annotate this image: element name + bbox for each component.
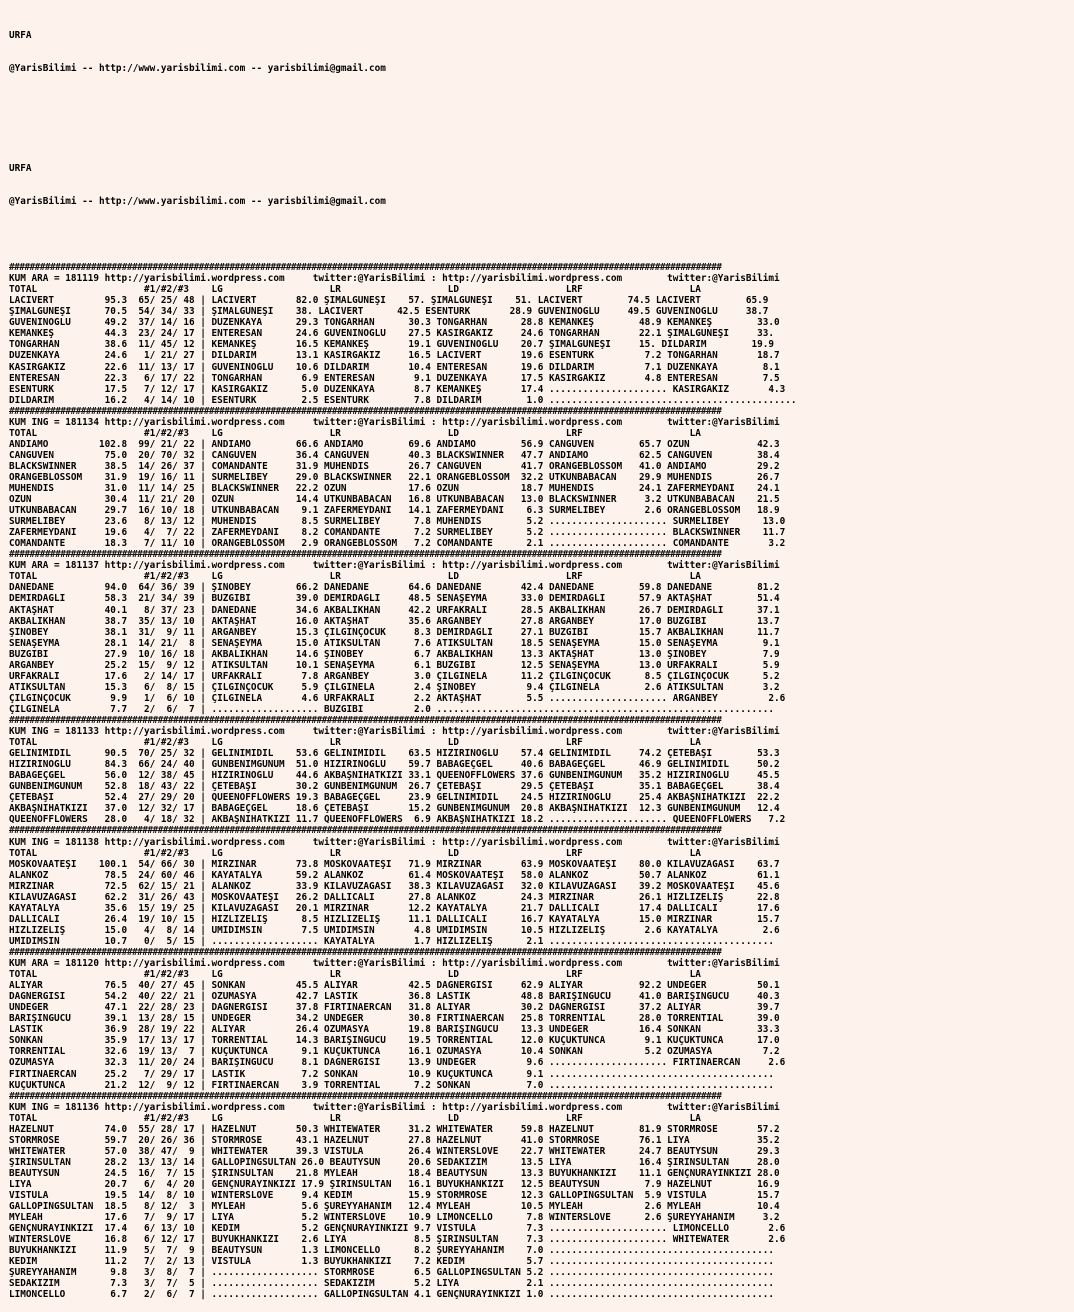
- column-header-line: TOTAL #1/#2/#3 LG LR LD LRF LA: [9, 284, 701, 296]
- race-block: [9, 1102, 1069, 1301]
- horse-row: FIRTINAERCAN 25.2 7/ 29/ 17 | LASTİK 7.2 SONKAN 10.9 KÜÇÜKTUNCA 9.1 ........................................: [9, 1068, 775, 1080]
- column-header-line: TOTAL #1/#2/#3 LG LR LD LRF LA: [9, 427, 701, 439]
- horse-row: ALİYAR 76.5 40/ 27/ 45 | SONKAN 45.5 ALİYAR 42.5 DAĞNERGİSİ 62.9 ALİYAR 92.2 ÜNDEĞER 50.1: [9, 980, 780, 992]
- horse-row: DALLICALI 26.4 19/ 10/ 15 | HIZLIZELİŞ 8.5 HIZLIZELİŞ 11.1 DALLICALI 16.7 KAYATALYA 15.0 MİRZINAR 15.7: [9, 913, 780, 925]
- race-block: [9, 726, 1069, 825]
- horse-row: WHITEWATER 57.0 38/ 47/ 9 | WHITEWATER 39.3 VİSTULA 26.4 WINTERSLOVE 22.7 WHITEWATER 24.7 BEAUTYSUN 29.3: [9, 1145, 780, 1157]
- horse-row: STORMROSE 59.7 20/ 26/ 36 | STORMROSE 43.1 HAZELNUT 27.8 HAZELNUT 41.0 STORMROSE 76.1 LİYA 35.2: [9, 1134, 780, 1146]
- horse-row: ŞİRİNSULTAN 28.2 13/ 13/ 14 | GALLOPINGSULTAN 26.0 BEAUTYSUN 20.6 SEDAKIZIM 13.5 LİYA 16.4 ŞİRİNSULTAN 28.0: [9, 1156, 780, 1168]
- horse-row: QUEENOFFLOWERS 28.0 4/ 18/ 32 | AKBAŞNİHATKIZI 11.7 QUEENOFFLOWERS 6.9 AKBAŞNİHATKIZI 18.2 ..................... QUEENOFFLOWERS 7.2: [9, 814, 786, 826]
- blank-line: [9, 96, 1069, 107]
- horse-row: BABAGEÇGEL 56.0 12/ 38/ 45 | HIZIRINOĞLU 44.6 AKBAŞNİHATKIZI 33.1 QUEENOFFLOWERS 37.6 GÜNBENİMGÜNÜM 35.2 HIZIRINOĞLU 45.5: [9, 770, 780, 782]
- race-block: [9, 417, 1069, 550]
- horse-row: ALANKOZ 78.5 24/ 60/ 46 | KAYATALYA 59.2 ALANKOZ 61.4 MOSKOVAATEŞİ 58.0 ALANKOZ 50.7 ALANKOZ 61.1: [9, 869, 780, 881]
- horse-row: ZAFERMEYDANI 19.6 4/ 7/ 22 | ZAFERMEYDANI 8.2 COMANDANTE 7.2 SURMELİBEY 5.2 ..................... BLACKSWINNER 11.7: [9, 527, 786, 539]
- horse-row: KEDİM 11.2 7/ 2/ 13 | VİSTULA 1.3 BÜYÜKHANKIZI 7.2 KEDİM 5.7 ........................................: [9, 1256, 775, 1268]
- horse-row: BUZGİBİ 27.9 10/ 16/ 18 | AKBALIKHAN 14.6 ŞİNOBEY 6.7 AKBALIKHAN 13.3 AKTAŞHAT 13.0 ŞİNOBEY 7.9: [9, 648, 780, 660]
- horse-row: HIZIRINOĞLU 84.3 66/ 24/ 40 | GÜNBENİMGÜNÜM 51.0 HIZIRINOĞLU 59.7 BABAGEÇGEL 40.6 BABAGEÇGEL 46.9 GELİNİMİDİL 50.2: [9, 759, 780, 771]
- horse-row: ESENTÜRK 17.5 7/ 12/ 17 | KASIRGAKIZ 5.0 DÜZENKAYA 8.7 KEMANKEŞ 17.4 ..................... KASIRGAKIZ 4.3: [9, 383, 786, 395]
- race-header-line: KUM İNG = 181133 http://yarisbilimi.wordpress.com twitter:@YarisBilimi : http://yarisbilimi.wordpress.com twitter:@YarisBilimi: [9, 726, 780, 738]
- horse-row: KÜÇÜKTUNCA 21.2 12/ 9/ 12 | FIRTINAERCAN 3.9 TORRENTİAL 7.2 SONKAN 7.0 ........................................: [9, 1079, 775, 1091]
- horse-row: BARIŞINGÜCÜ 39.1 13/ 28/ 15 | ÜNDEĞER 34.2 ÜNDEĞER 30.8 FIRTINAERCAN 25.8 TORRENTİAL 28.0 TORRENTİAL 39.0: [9, 1013, 780, 1025]
- race-block: [9, 560, 1069, 715]
- horse-row: ÜMİDİMSİN 10.7 0/ 5/ 15 | ................... KAYATALYA 1.7 HIZLIZELİŞ 2.1 ........................................: [9, 935, 775, 947]
- horse-row: DÜZENKAYA 24.6 1/ 21/ 27 | DİLDARIM 13.1 KASIRGAKIZ 16.5 LACİVERT 19.6 ESENTÜRK 7.2 TONGARHAN 18.7: [9, 350, 780, 362]
- horse-row: ATİKSULTAN 15.3 6/ 8/ 15 | ÇILGINÇOCUK 5.9 ÇILGINELA 2.4 ŞİNOBEY 9.4 ÇILGINELA 2.6 ATİKSULTAN 3.2: [9, 681, 780, 693]
- horse-row: ÇILGINÇOCUK 9.9 1/ 6/ 10 | ÇILGINELA 4.6 URFAKRALI 2.2 AKTAŞHAT 5.5 ..................... ARGANBEY 2.6: [9, 692, 786, 704]
- hash-separator: ###########################################################################################################################################: [9, 715, 722, 726]
- race-header-line: KUM İNG = 181138 http://yarisbilimi.wordpress.com twitter:@YarisBilimi : http://yarisbilimi.wordpress.com twitter:@YarisBilimi: [9, 836, 780, 848]
- horse-row: GENÇNURAYINKIZI 17.4 6/ 13/ 10 | KEDİM 5.2 GENÇNURAYINKIZI 9.7 VİSTULA 7.3 ..................... LİMONCELLO 2.6: [9, 1223, 786, 1235]
- race-stats-document: [9, 8, 1069, 1312]
- hash-separator: ###########################################################################################################################################: [9, 405, 722, 417]
- horse-row: GELİNİMİDİL 90.5 70/ 25/ 32 | GELİNİMİDİL 53.6 GELİNİMİDİL 63.5 HIZIRINOĞLU 57.4 GELİNİMİDİL 74.2 ÇETEBAŞI 53.3: [9, 748, 780, 760]
- horse-row: LİMONCELLO 6.7 2/ 6/ 7 | ................... GALLOPINGSULTAN 4.1 GENÇNURAYINKIZI 1.0 ........................................: [9, 1289, 775, 1301]
- horse-row: AKBALIKHAN 38.7 35/ 13/ 10 | AKTAŞHAT 16.0 AKTAŞHAT 35.6 ARGANBEY 27.8 ARGANBEY 17.0 BUZGİBİ 13.7: [9, 615, 780, 627]
- blank-line: [9, 130, 1069, 141]
- horse-row: HIZLIZELİŞ 15.0 4/ 8/ 14 | ÜMİDİMSİN 7.5 ÜMİDİMSİN 4.8 ÜMİDİMSİN 10.5 HIZLIZELİŞ 2.6 KAYATALYA 2.6: [9, 924, 780, 936]
- column-header-line: TOTAL #1/#2/#3 LG LR LD LRF LA: [9, 969, 701, 981]
- horse-row: KILAVUZAĞASI 62.2 31/ 26/ 43 | MOSKOVAATEŞİ 26.2 DALLICALI 27.8 ALANKOZ 24.3 MİRZINAR 26.1 HIZLIZELİŞ 22.8: [9, 891, 780, 903]
- column-header-line: TOTAL #1/#2/#3 LG LR LD LRF LA: [9, 1112, 701, 1124]
- hash-separator: ###########################################################################################################################################: [9, 1090, 722, 1102]
- horse-row: DEMİRDAĞLI 58.3 21/ 34/ 39 | BUZGİBİ 39.0 DEMİRDAĞLI 48.5 SENAŞEYMA 33.0 DEMİRDAĞLI 57.9 AKTAŞHAT 51.4: [9, 593, 780, 605]
- horse-row: AKTAŞHAT 40.1 8/ 37/ 23 | DANEDANE 34.6 AKBALIKHAN 42.2 URFAKRALI 28.5 AKBALIKHAN 26.7 DEMİRDAĞLI 37.1: [9, 604, 780, 616]
- race-block: [9, 837, 1069, 947]
- horse-row: LİYA 20.7 6/ 4/ 20 | GENÇNURAYINKIZI 17.9 ŞİRİNSULTAN 16.1 BÜYÜKHANKIZI 12.5 BEAUTYSUN 7.9 HAZELNUT 16.9: [9, 1178, 780, 1190]
- horse-row: BEAUTYSUN 24.5 16/ 7/ 15 | ŞİRİNSULTAN 21.8 MYLEAH 18.4 BEAUTYSUN 13.3 BÜYÜKHANKIZI 11.1 GENÇNURAYINKIZI 28.0: [9, 1167, 780, 1179]
- horse-row: GÜNBENİMGÜNÜM 52.8 18/ 43/ 22 | ÇETEBAŞI 30.2 GÜNBENİMGÜNÜM 26.7 ÇETEBAŞI 29.5 ÇETEBAŞI 35.1 BABAGEÇGEL 38.4: [9, 781, 780, 793]
- column-header-line: TOTAL #1/#2/#3 LG LR LD LRF LA: [9, 737, 701, 749]
- column-header-line: TOTAL #1/#2/#3 LG LR LD LRF LA: [9, 847, 701, 859]
- horse-row: AKBAŞNİHATKIZI 37.0 12/ 32/ 17 | BABAGEÇGEL 18.6 ÇETEBAŞI 15.2 GÜNBENİMGÜNÜM 20.8 AKBAŞNİHATKIZI 12.3 GÜNBENİMGÜNÜM 12.4: [9, 803, 780, 815]
- horse-row: ÖZÜN 30.4 11/ 21/ 20 | ÖZÜN 14.4 UTKUNBABACAN 16.8 UTKUNBABACAN 13.0 BLACKSWINNER 3.2 UTKUNBABACAN 21.5: [9, 494, 780, 506]
- horse-row: VİSTULA 19.5 14/ 8/ 10 | WINTERSLOVE 9.4 KEDİM 15.9 STORMROSE 12.3 GALLOPINGSULTAN 5.9 VİSTULA 15.7: [9, 1190, 780, 1202]
- horse-row: LACİVERT 95.3 65/ 25/ 48 | LACİVERT 82.0 ŞIMALGÜNEŞİ 57. ŞIMALGÜNEŞİ 51. LACİVERT 74.5 LACİVERT 65.9: [9, 295, 769, 307]
- horse-row: ŞUREYYAHANIM 9.8 3/ 8/ 7 | ................... STORMROSE 6.5 GALLOPINGSULTAN 5.2 ........................................: [9, 1267, 775, 1279]
- horse-row: ARGANBEY 25.2 15/ 9/ 12 | ATİKSULTAN 10.1 SENAŞEYMA 6.1 BUZGİBİ 12.5 SENAŞEYMA 13.0 URFAKRALI 5.9: [9, 659, 780, 671]
- city-title-repeat: URFA: [9, 162, 32, 174]
- horse-row: BÜYÜKHANKIZI 11.9 5/ 7/ 9 | BEAUTYSUN 1.3 LİMONCELLO 8.2 ŞUREYYAHANIM 7.0 ........................................: [9, 1245, 775, 1257]
- race-header-line: KUM ARA = 181137 http://yarisbilimi.wordpress.com twitter:@YarisBilimi : http://yarisbilimi.wordpress.com twitter:@YarisBilimi: [9, 560, 780, 572]
- horse-row: ÜNDEĞER 47.1 22/ 28/ 23 | DAĞNERGİSİ 37.8 FIRTINAERCAN 31.8 ALİYAR 30.2 DAĞNERGİSİ 37.2 ALİYAR 39.7: [9, 1002, 780, 1014]
- horse-row: MÜHENDİS 31.0 11/ 14/ 25 | BLACKSWINNER 22.2 ÖZÜN 17.6 ÖZÜN 18.7 MÜHENDİS 24.1 ZAFERMEYDANI 24.1: [9, 483, 780, 495]
- hash-separator: ###########################################################################################################################################: [9, 262, 722, 274]
- horse-row: COMANDANTE 18.3 7/ 11/ 10 | ORANGEBLOSSOM 2.9 ORANGEBLOSSOM 7.2 COMANDANTE 2.1 ..................... COMANDANTE 3.2: [9, 538, 786, 550]
- horse-row: GÜVENİNOĞLU 49.2 37/ 14/ 16 | DÜZENKAYA 29.3 TONGARHAN 30.3 TONGARHAN 28.8 KEMANKEŞ 48.9 KEMANKEŞ 33.0: [9, 317, 780, 329]
- race-header-line: KUM ARA = 181120 http://yarisbilimi.wordpress.com twitter:@YarisBilimi : http://yarisbilimi.wordpress.com twitter:@YarisBilimi: [9, 958, 780, 970]
- credit-line-repeat: @YarisBilimi -- http://www.yarisbilimi.com -- yarisbilimi@gmail.com: [9, 195, 386, 207]
- horse-row: ŞIMALGÜNEŞİ 70.5 54/ 34/ 33 | ŞIMALGÜNEŞİ 38. LACİVERT 42.5 ESENTÜRK 28.9 GÜVENİNOĞLU 49.5 GÜVENİNOĞLU 38.7: [9, 306, 769, 318]
- horse-row: CANGUVEN 75.0 20/ 70/ 32 | CANGUVEN 36.4 CANGUVEN 40.3 BLACKSWINNER 47.7 ANDIAMO 62.5 CANGUVEN 38.4: [9, 449, 780, 461]
- horse-row: WINTERSLOVE 16.8 6/ 12/ 17 | BÜYÜKHANKIZI 2.6 LİYA 8.5 ŞİRİNSULTAN 7.3 ..................... WHITEWATER 2.6: [9, 1234, 786, 1246]
- horse-row: MOSKOVAATEŞİ 100.1 54/ 66/ 30 | MİRZINAR 73.8 MOSKOVAATEŞİ 71.9 MİRZINAR 63.9 MOSKOVAATEŞİ 80.0 KILAVUZAĞASI 63.7: [9, 858, 780, 870]
- horse-row: ORANGEBLOSSOM 31.9 19/ 16/ 11 | SURMELİBEY 29.0 BLACKSWINNER 22.1 ORANGEBLOSSOM 32.2 UTKUNBABACAN 29.9 MÜHENDİS 26.7: [9, 471, 780, 483]
- horse-row: TONGARHAN 38.6 11/ 45/ 12 | KEMANKEŞ 16.5 KEMANKEŞ 19.1 GÜVENİNOĞLU 20.7 ŞIMALGÜNEŞİ 15. DİLDARIM 19.9: [9, 339, 775, 351]
- horse-row: ENTERESAN 22.3 6/ 17/ 22 | TONGARHAN 6.9 ENTERESAN 9.1 DÜZENKAYA 17.5 KASIRGAKIZ 4.8 ENTERESAN 7.5: [9, 372, 780, 384]
- horse-row: MİRZINAR 72.5 62/ 15/ 21 | ALANKOZ 33.9 KILAVUZAĞASI 38.3 KILAVUZAĞASI 32.0 KILAVUZAĞASI 39.2 MOSKOVAATEŞİ 45.6: [9, 880, 780, 892]
- horse-row: LASTİK 36.9 28/ 19/ 22 | ALİYAR 26.4 ÖZÜMASYA 19.8 BARIŞINGÜCÜ 13.3 ÜNDEĞER 16.4 SONKAN 33.3: [9, 1024, 780, 1036]
- race-header-line: KUM İNG = 181134 http://yarisbilimi.wordpress.com twitter:@YarisBilimi : http://yarisbilimi.wordpress.com twitter:@YarisBilimi: [9, 416, 780, 428]
- race-blocks: [9, 262, 1069, 1300]
- horse-row: SURMELİBEY 23.6 8/ 13/ 12 | MÜHENDİS 8.5 SURMELİBEY 7.8 MÜHENDİS 5.2 ..................... SURMELİBEY 13.0: [9, 516, 786, 528]
- horse-row: ŞİNOBEY 38.1 31/ 9/ 11 | ARGANBEY 15.3 ÇILGINÇOCUK 8.3 DEMİRDAĞLI 27.1 BUZGİBİ 15.7 AKBALIKHAN 11.7: [9, 626, 780, 638]
- horse-row: KAYATALYA 35.6 15/ 19/ 25 | KILAVUZAĞASI 20.1 MİRZINAR 12.2 KAYATALYA 21.7 DALLICALI 17.4 DALLICALI 17.6: [9, 902, 780, 914]
- horse-row: ANDIAMO 102.8 99/ 21/ 22 | ANDIAMO 66.6 ANDIAMO 69.6 ANDIAMO 56.9 CANGUVEN 65.7 ÖZÜN 42.3: [9, 438, 780, 450]
- horse-row: UTKUNBABACAN 29.7 16/ 10/ 18 | UTKUNBABACAN 9.1 ZAFERMEYDANI 14.1 ZAFERMEYDANI 6.3 SURMELİBEY 2.6 ORANGEBLOSSOM 18.9: [9, 505, 780, 517]
- horse-row: TORRENTİAL 32.6 19/ 13/ 7 | KÜÇÜKTUNCA 9.1 KÜÇÜKTUNCA 16.1 ÖZÜMASYA 10.4 SONKAN 5.2 ÖZÜMASYA 7.2: [9, 1046, 780, 1058]
- hash-separator: ###########################################################################################################################################: [9, 946, 722, 958]
- race-header-line: KUM ARA = 181119 http://yarisbilimi.wordpress.com twitter:@YarisBilimi : http://yarisbilimi.wordpress.com twitter:@YarisBilimi: [9, 273, 780, 285]
- horse-row: BLACKSWINNER 38.5 14/ 26/ 37 | COMANDANTE 31.9 MÜHENDİS 26.7 CANGUVEN 41.7 ORANGEBLOSSOM 41.0 ANDIAMO 29.2: [9, 460, 780, 472]
- hash-separator: ###########################################################################################################################################: [9, 549, 722, 561]
- horse-row: SONKAN 35.9 17/ 13/ 17 | TORRENTİAL 14.3 BARIŞINGÜCÜ 19.5 TORRENTİAL 12.0 KÜÇÜKTUNCA 9.1 KÜÇÜKTUNCA 17.0: [9, 1035, 780, 1047]
- horse-row: DANEDANE 94.0 64/ 36/ 39 | ŞİNOBEY 66.2 DANEDANE 64.6 DANEDANE 42.4 DANEDANE 59.8 DANEDANE 81.2: [9, 582, 780, 594]
- column-header-line: TOTAL #1/#2/#3 LG LR LD LRF LA: [9, 571, 701, 583]
- race-block: [9, 273, 1069, 406]
- city-title: URFA: [9, 30, 32, 42]
- horse-row: MYLEAH 17.6 7/ 9/ 17 | LİYA 5.2 WINTERSLOVE 10.9 LİMONCELLO 7.8 WINTERSLOVE 2.6 ŞUREYYAHANIM 3.2: [9, 1212, 780, 1224]
- horse-row: ÇETEBAŞI 52.4 27/ 29/ 20 | QUEENOFFLOWERS 19.3 BABAGEÇGEL 23.9 GELİNİMİDİL 24.5 HIZIRINOĞLU 25.4 AKBAŞNİHATKIZI 22.2: [9, 792, 780, 804]
- horse-row: DAĞNERGİSİ 54.2 40/ 22/ 21 | ÖZÜMASYA 42.7 LASTİK 36.8 LASTİK 48.8 BARIŞINGÜCÜ 41.0 BARIŞINGÜCÜ 40.3: [9, 991, 780, 1003]
- horse-row: ÇILGINELA 7.7 2/ 6/ 7 | ................... BUZGİBİ 2.0 ............................................................: [9, 703, 775, 715]
- hash-separator: ###########################################################################################################################################: [9, 825, 722, 837]
- horse-row: SEDAKIZIM 7.3 3/ 7/ 5 | ................... SEDAKIZIM 5.2 LİYA 2.1 ........................................: [9, 1278, 775, 1290]
- horse-row: GALLOPINGSULTAN 18.5 8/ 12/ 3 | MYLEAH 5.6 ŞUREYYAHANIM 12.4 MYLEAH 10.5 MYLEAH 2.6 MYLEAH 10.4: [9, 1201, 780, 1213]
- horse-row: URFAKRALI 17.6 2/ 14/ 17 | URFAKRALI 7.8 ARGANBEY 3.0 ÇILGINELA 11.2 ÇILGINÇOCUK 8.5 ÇILGINÇOCUK 5.2: [9, 670, 780, 682]
- horse-row: KEMANKEŞ 44.3 23/ 24/ 17 | ENTERESAN 24.6 GÜVENİNOĞLU 27.5 KASIRGAKIZ 24.6 TONGARHAN 22.1 ŞIMALGÜNEŞİ 33.: [9, 328, 775, 340]
- horse-row: SENAŞEYMA 28.1 14/ 21/ 8 | SENAŞEYMA 15.0 ATİKSULTAN 7.6 ATİKSULTAN 18.5 SENAŞEYMA 15.0 SENAŞEYMA 9.1: [9, 637, 780, 649]
- horse-row: DİLDARIM 16.2 4/ 14/ 10 | ESENTÜRK 2.5 ESENTÜRK 7.8 DİLDARIM 1.0 ............................................: [9, 394, 797, 406]
- horse-row: KASIRGAKIZ 22.6 11/ 13/ 17 | GÜVENİNOĞLU 10.6 DİLDARIM 10.4 ENTERESAN 19.6 DİLDARIM 7.1 DÜZENKAYA 8.1: [9, 361, 780, 373]
- race-block: [9, 958, 1069, 1091]
- blank-line: [9, 229, 1069, 240]
- race-header-line: KUM İNG = 181136 http://yarisbilimi.wordpress.com twitter:@YarisBilimi : http://yarisbilimi.wordpress.com twitter:@YarisBilimi: [9, 1101, 780, 1113]
- credit-line: @YarisBilimi -- http://www.yarisbilimi.com -- yarisbilimi@gmail.com: [9, 63, 386, 75]
- horse-row: ÖZÜMASYA 32.3 11/ 20/ 24 | BARIŞINGÜCÜ 8.1 DAĞNERGİSİ 13.9 ÜNDEĞER 9.6 ..................... FIRTINAERCAN 2.6: [9, 1057, 786, 1069]
- horse-row: HAZELNUT 74.0 55/ 28/ 17 | HAZELNUT 50.3 WHITEWATER 31.2 WHITEWATER 59.8 HAZELNUT 81.9 STORMROSE 57.2: [9, 1123, 780, 1135]
